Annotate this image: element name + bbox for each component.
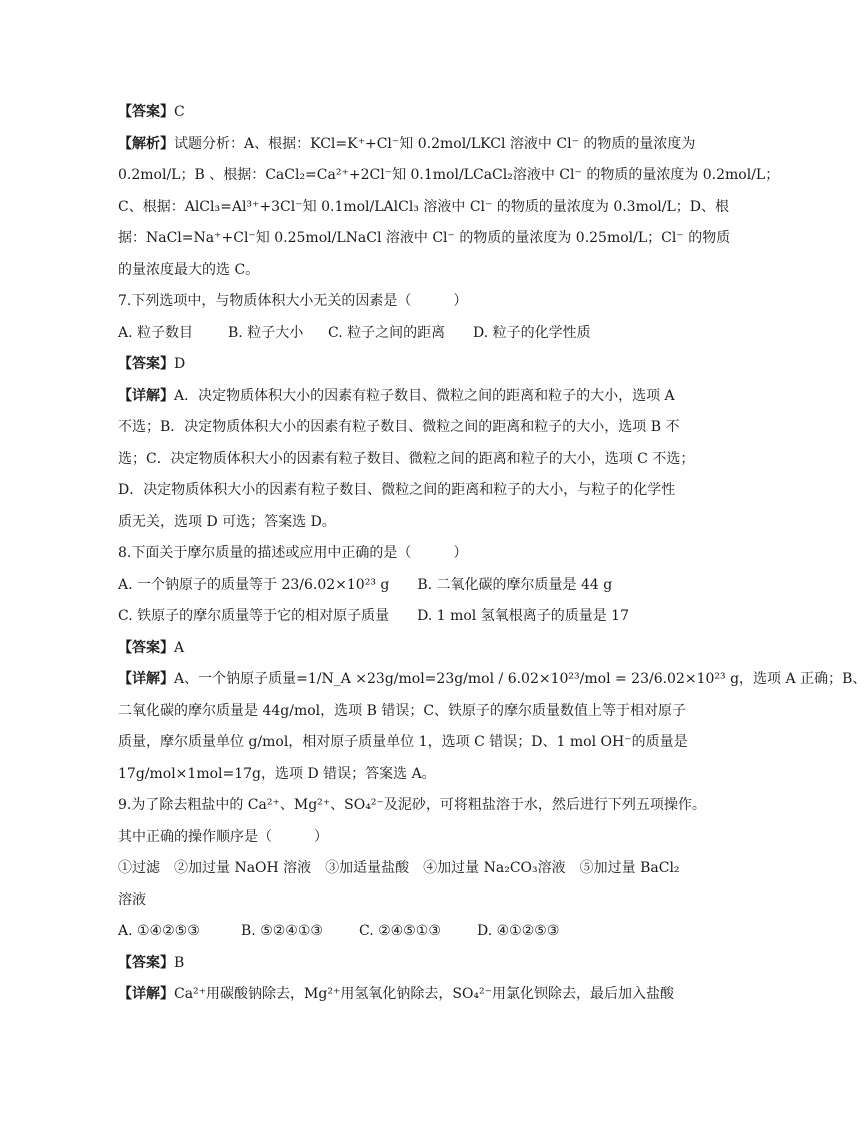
option-a: A. 粒子数目 <box>118 324 194 341</box>
operations-list: ①过滤 ②加过量 NaOH 溶液 ③加适量盐酸 ④加过量 Na₂CO₃溶液 ⑤加过量 BaCl₂ <box>118 860 680 876</box>
answer-line-q9 <box>118 948 678 980</box>
text-line: 不选；B．决定物质体积大小的因素有粒子数目、微粒之间的距离和粒子的大小，选项 B 不 <box>118 419 680 435</box>
detail-line <box>118 381 678 413</box>
analysis-label: 【解析】 <box>118 135 174 152</box>
text-line: 溶液 <box>118 891 146 908</box>
answer-label: 【答案】 <box>118 356 174 372</box>
document-page <box>118 97 866 1011</box>
answer-value: C <box>174 104 185 120</box>
options-q8-ab: A. 一个钠原子的质量等于 23/6.02×10²³ g B. 二氧化碳的摩尔质量是 44 g <box>118 576 613 593</box>
detail-line <box>118 664 866 696</box>
detail-label: 【详解】 <box>118 671 174 687</box>
option-c: C. 粒子之间的距离 <box>328 324 446 341</box>
answer-value: D <box>174 356 186 372</box>
answer-value: A <box>174 639 185 656</box>
answer-value: B <box>174 954 185 971</box>
text-line: 选；C．决定物质体积大小的因素有粒子数目、微粒之间的距离和粒子的大小，选项 C 不选； <box>118 450 695 467</box>
text-line: 质量，摩尔质量单位 g/mol，相对原子质量单位 1，选项 C 错误；D、1 mol OH⁻的质量是 <box>118 734 688 750</box>
text-line: 17g/mol×1mol=17g，选项 D 错误；答案选 A。 <box>118 765 436 782</box>
detail-line <box>118 979 678 1011</box>
text-line: 其中正确的操作顺序是（ ） <box>118 828 328 845</box>
answer-label: 【答案】 <box>118 954 174 971</box>
text-line: 据：NaCl=Na⁺+Cl⁻知 0.25mol/LNaCl 溶液中 Cl⁻ 的物质的量浓度为 0.25mol/L；Cl⁻ 的物质 <box>118 230 731 246</box>
text-line: 试题分析：A、根据：KCl=K⁺+Cl⁻知 0.2mol/LKCl 溶液中 Cl⁻ 的物质的量浓度为 <box>174 135 696 152</box>
text-line: 0.2mol/L；B 、根据：CaCl₂=Ca²⁺+2Cl⁻知 0.1mol/LCaCl₂溶液中 Cl⁻ 的物质的量浓度为 0.2mol/L； <box>118 167 780 183</box>
options-q9 <box>118 916 678 948</box>
text-line: 质无关，选项 D 可选；答案选 D。 <box>118 513 336 530</box>
option-b: B. 粒子大小 <box>228 324 304 341</box>
text-line: 的量浓度最大的选 C。 <box>118 261 260 278</box>
question-8: 8.下面关于摩尔质量的描述或应用中正确的是（ ） <box>118 545 468 561</box>
answer-line-q6 <box>118 97 678 129</box>
option-d: D. ④①②⑤③ <box>477 923 560 939</box>
options-q8-cd: C. 铁原子的摩尔质量等于它的相对原子质量 D. 1 mol 氢氧根离子的质量是 17 <box>118 608 629 624</box>
option-b: B. ⑤②④①③ <box>241 923 323 939</box>
option-c: C. ②④⑤①③ <box>359 923 441 939</box>
option-a: A. ①④②⑤③ <box>118 923 200 939</box>
text-line: 二氧化碳的摩尔质量是 44g/mol，选项 B 错误；C、铁原子的摩尔质量数值上等于相对原子 <box>118 702 687 719</box>
question-9: 9.为了除去粗盐中的 Ca²⁺、Mg²⁺、SO₄²⁻及泥砂，可将粗盐溶于水，然后进行下列五项操作。 <box>118 797 706 813</box>
text-line: D．决定物质体积大小的因素有粒子数目、微粒之间的距离和粒子的大小，与粒子的化学性 <box>118 482 676 498</box>
text-line: Ca²⁺用碳酸钠除去，Mg²⁺用氢氧化钠除去，SO₄²⁻用氯化钡除去，最后加入盐酸 <box>174 986 675 1002</box>
detail-label: 【详解】 <box>118 986 174 1002</box>
detail-label: 【详解】 <box>118 387 174 404</box>
text-line: A．决定物质体积大小的因素有粒子数目、微粒之间的距离和粒子的大小，选项 A <box>174 387 675 404</box>
option-d: D. 粒子的化学性质 <box>473 324 591 341</box>
answer-label: 【答案】 <box>118 639 174 656</box>
answer-line-q7 <box>118 349 678 381</box>
analysis-line <box>118 129 696 161</box>
answer-line-q8 <box>118 633 678 665</box>
question-7: 7.下列选项中，与物质体积大小无关的因素是（ ） <box>118 293 468 309</box>
answer-label: 【答案】 <box>118 104 174 120</box>
text-line: A、一个钠原子质量=1/N_A ×23g/mol=23g/mol / 6.02×10²³/mol = 23/6.02×10²³ g，选项 A 正确；B、 <box>174 671 866 687</box>
options-q7 <box>118 318 678 350</box>
text-line: C、根据：AlCl₃=Al³⁺+3Cl⁻知 0.1mol/LAlCl₃ 溶液中 Cl⁻ 的物质的量浓度为 0.3mol/L；D、根 <box>118 198 730 215</box>
